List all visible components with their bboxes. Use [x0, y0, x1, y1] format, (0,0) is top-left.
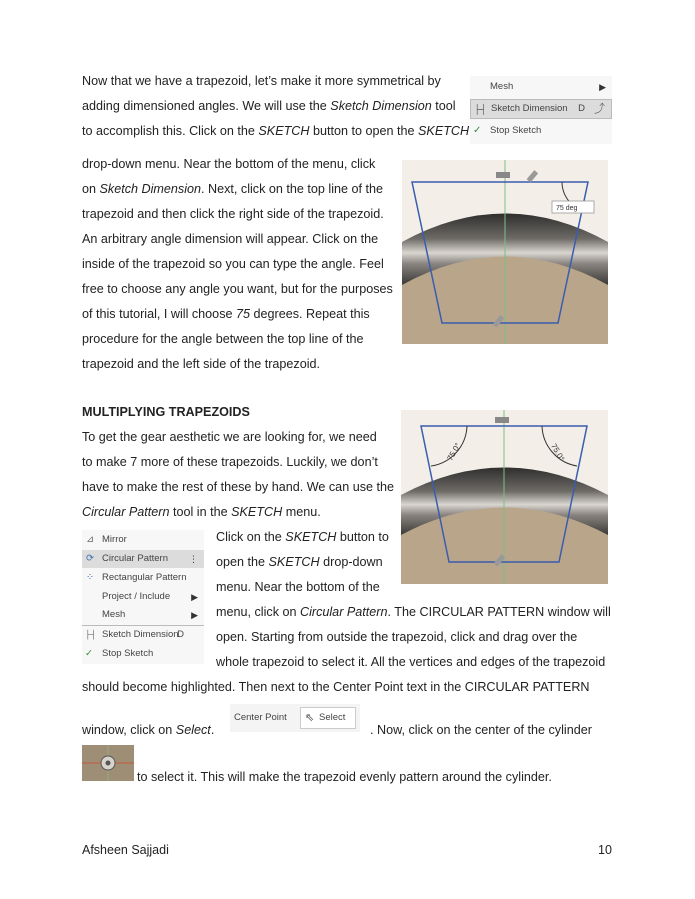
menu-item-project-include[interactable]: Project / Include ▶ — [82, 588, 204, 606]
section-line-12a: window, click on Select. — [82, 723, 215, 737]
stop-sketch-icon: ✓ — [473, 125, 482, 136]
section-line-5: Click on the SKETCH button to — [216, 530, 389, 544]
menu-item-mirror[interactable]: ⊿ Mirror — [82, 531, 204, 549]
menu-item-sketch-dimension[interactable]: ├┤ Sketch Dimension D ⤴ — [470, 99, 612, 119]
chevron-right-icon: ▶ — [191, 592, 198, 602]
cylinder-center-thumbnail[interactable] — [82, 745, 134, 781]
menu-item-stop-sketch[interactable]: ✓ Stop Sketch — [470, 122, 612, 140]
section-heading: MULTIPLYING TRAPEZOIDS — [82, 405, 250, 419]
menu-item-circular-pattern[interactable]: ⟳ Circular Pattern ⋮ — [82, 550, 204, 568]
para1-line-9: free to choose any angle you want, but for the purposes — [82, 282, 393, 296]
select-button[interactable]: ⇖ Select — [300, 707, 356, 729]
para1-line-1: Now that we have a trapezoid, let’s make it more symmetrical by — [82, 74, 441, 88]
figure-angle-dimension — [402, 160, 608, 344]
sketch-menu-snippet-2 — [82, 530, 204, 664]
sketch-menu-snippet — [470, 76, 612, 144]
center-point-widget — [230, 704, 360, 732]
para1-line-5: on Sketch Dimension. Next, click on the top line of the — [82, 182, 384, 196]
rectangular-pattern-icon: ⁘ — [86, 572, 94, 583]
para1-line-4: drop-down menu. Near the bottom of the menu, click — [82, 157, 376, 171]
angle-label-right: 75.0° — [549, 442, 567, 463]
cursor-icon: ⇖ — [305, 712, 315, 724]
page-number: 10 — [598, 843, 612, 857]
menu-item-rectangular-pattern[interactable]: ⁘ Rectangular Pattern — [82, 569, 204, 587]
mirror-icon: ⊿ — [86, 534, 94, 545]
section-line-9: open. Starting from outside the trapezoid, click and drag over the — [216, 630, 578, 644]
section-line-12b: . Now, click on the center of the cylinder — [370, 723, 592, 737]
footer-author: Afsheen Sajjadi — [82, 843, 169, 857]
menu-item-mesh[interactable]: Mesh ▶ — [470, 78, 612, 96]
section-line-8: menu, click on Circular Pattern. The CIRCULAR PATTERN window will — [216, 605, 611, 619]
dimension-value: 75 deg — [556, 205, 578, 212]
para1-line-3: to accomplish this. Click on the SKETCH button to open the SKETCH — [82, 124, 470, 138]
menu-item-sketch-dimension[interactable]: ├┤ Sketch Dimension D — [82, 626, 204, 644]
section-line-6: open the SKETCH drop-down — [216, 555, 383, 569]
para1-line-6: trapezoid and then click the right side of the trapezoid. — [82, 207, 384, 221]
para1-line-11: procedure for the angle between the top line of the — [82, 332, 364, 346]
para1-line-12: trapezoid and the left side of the trapezoid. — [82, 357, 321, 371]
stop-sketch-icon: ✓ — [85, 648, 93, 659]
section-line-4: Circular Pattern tool in the SKETCH menu. — [82, 505, 321, 519]
more-options-icon: ⋮ — [189, 554, 198, 564]
section-line-7: menu. Near the bottom of the — [216, 580, 380, 594]
para1-line-8: inside of the trapezoid so you can type the angle. Feel — [82, 257, 384, 271]
section-line-13: to select it. This will make the trapezoid evenly pattern around the cylinder. — [137, 770, 552, 784]
menu-item-mesh[interactable]: Mesh ▶ — [82, 606, 204, 624]
figure-trapezoid-75 — [401, 410, 608, 584]
section-line-1: To get the gear aesthetic we are looking for, we need — [82, 430, 377, 444]
para1-line-2: adding dimensioned angles. We will use the Sketch Dimension tool — [82, 99, 456, 113]
angle-label-left: 75.0° — [445, 441, 463, 463]
circular-pattern-icon: ⟳ — [86, 553, 94, 564]
curved-arrow-icon: ⤴ — [594, 103, 605, 115]
center-point-label: Center Point — [234, 712, 287, 723]
chevron-right-icon: ▶ — [599, 82, 606, 92]
para1-line-7: An arbitrary angle dimension will appear. Click on the — [82, 232, 379, 246]
section-line-2: to make 7 more of these trapezoids. Luckily, we don’t — [82, 455, 378, 469]
menu-item-stop-sketch[interactable]: ✓ Stop Sketch — [82, 645, 204, 663]
section-line-11: should become highlighted. Then next to the Center Point text in the CIRCULAR PATTERN — [82, 680, 590, 694]
constraint-icon — [495, 417, 509, 423]
chevron-right-icon: ▶ — [191, 610, 198, 620]
dimension-icon: ├┤ — [85, 630, 97, 639]
dimension-icon: ├┤ — [474, 104, 487, 114]
section-line-10: whole trapezoid to select it. All the vertices and edges of the trapezoid — [216, 655, 606, 669]
section-line-3: have to make the rest of these by hand. We can use the — [82, 480, 395, 494]
para1-line-10: of this tutorial, I will choose 75 degrees. Repeat this — [82, 307, 370, 321]
constraint-icon — [496, 172, 510, 178]
